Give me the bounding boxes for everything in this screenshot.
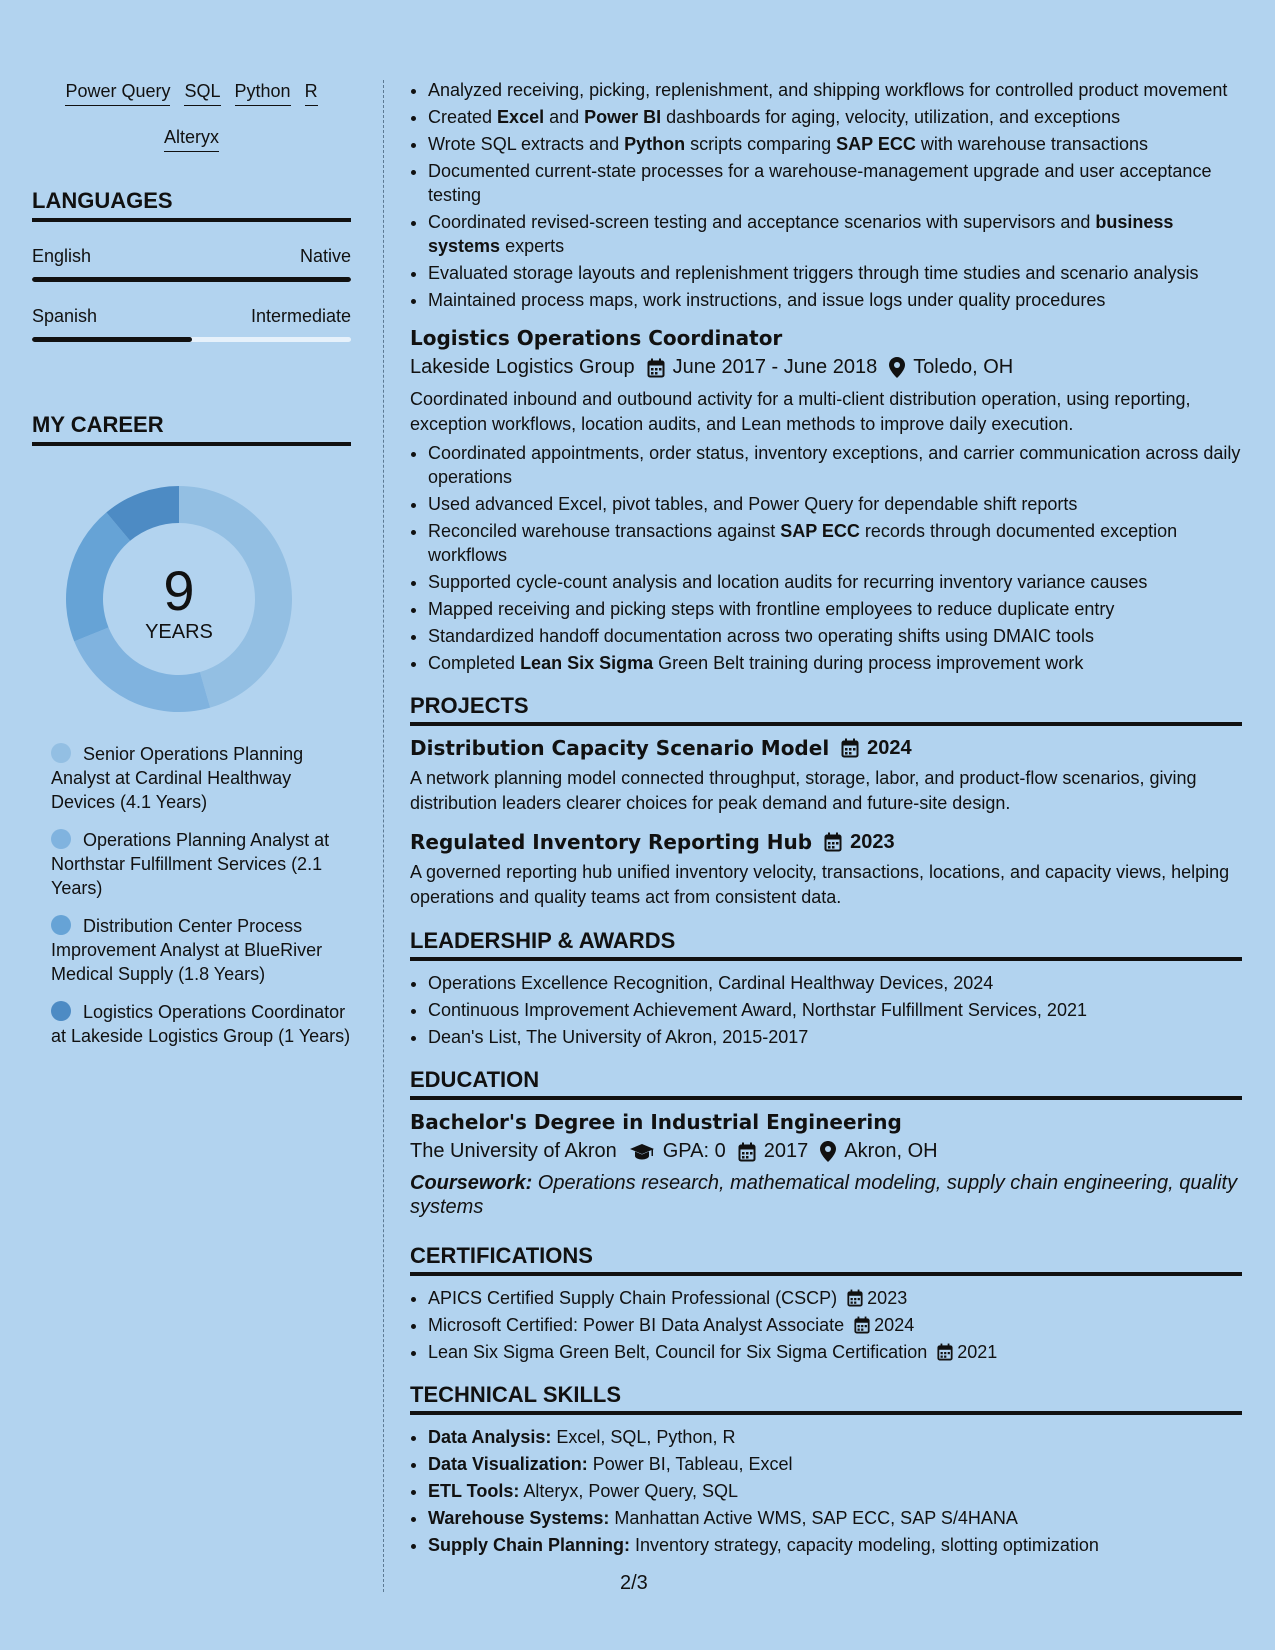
bullet-text: Coordinated appointments, order status, inventory exceptions, and carrier communication across daily operations xyxy=(428,443,1241,487)
language-bar xyxy=(32,337,351,342)
coursework xyxy=(410,1171,1242,1219)
calendar-icon xyxy=(854,1316,870,1334)
career-legend-item xyxy=(51,914,351,986)
skill-tag: SQL xyxy=(184,78,220,106)
bullet-text: dashboards for aging, velocity, utilization, and exceptions xyxy=(661,107,1121,127)
technical-skill-value: Excel, SQL, Python, R xyxy=(551,1427,736,1447)
education-meta xyxy=(410,1140,1242,1163)
career-legend-label: Logistics Operations Coordinator at Lakeside Logistics Group (1 Years) xyxy=(51,1002,351,1046)
page-number: 2/3 xyxy=(620,1572,648,1594)
award-item: • Continuous Improvement Achievement Award, Northstar Fulfillment Services, 2021 xyxy=(428,998,1242,1022)
technical-skill-item xyxy=(428,1479,1242,1503)
technical-skill-value: Power BI, Tableau, Excel xyxy=(587,1454,793,1474)
education-heading: EDUCATION xyxy=(410,1067,1242,1100)
project-name: Regulated Inventory Reporting Hub xyxy=(410,830,813,854)
bullet-item xyxy=(428,159,1242,207)
bullet-item xyxy=(428,624,1242,648)
skill-tags xyxy=(32,78,351,170)
legend-dot xyxy=(51,1001,71,1021)
skill-tag: Power Query xyxy=(65,78,170,106)
main-content xyxy=(410,78,1242,1560)
project-title xyxy=(410,736,1242,760)
job-location: Toledo, OH xyxy=(913,356,1014,378)
bullet-item xyxy=(428,105,1242,129)
project-year: 2024 xyxy=(867,736,912,759)
bullet-text: Coordinated revised-screen testing and acceptance scenarios with supervisors and xyxy=(428,212,1096,232)
career-legend-item xyxy=(51,1000,351,1048)
technical-skill-label: Data Analysis: xyxy=(428,1427,552,1447)
technical-skill-label: Warehouse Systems: xyxy=(428,1508,610,1528)
technical-skill-label: Supply Chain Planning: xyxy=(428,1535,630,1555)
bullet-text: Evaluated storage layouts and replenishment triggers through time studies and scenario analysis xyxy=(428,263,1199,283)
career-legend xyxy=(32,742,351,1048)
bullet-text: and xyxy=(544,107,585,127)
certification-name: Lean Six Sigma Green Belt, Council for Six Sigma Certification xyxy=(428,1342,928,1362)
technical-skill-value: Alteryx, Power Query, SQL xyxy=(519,1481,739,1501)
gpa: GPA: 0 xyxy=(662,1140,726,1162)
projects-heading: PROJECTS xyxy=(410,693,1242,726)
bullet-bold: Lean Six Sigma xyxy=(520,653,654,673)
technical-skill-label: ETL Tools: xyxy=(428,1481,520,1501)
bullet-bold: Excel xyxy=(497,107,545,127)
bullet-item xyxy=(428,441,1242,489)
language-level: Native xyxy=(299,246,351,266)
language-name: English xyxy=(32,246,92,266)
calendar-icon xyxy=(847,1289,863,1307)
certification-year-wrap xyxy=(844,1315,914,1335)
bullet-item xyxy=(428,288,1242,312)
job-dates: June 2017 - June 2018 xyxy=(672,356,878,378)
bullet-text: Green Belt training during process improvement work xyxy=(653,653,1084,673)
calendar-icon xyxy=(647,358,665,378)
previous-job-bullets xyxy=(410,78,1242,312)
languages-heading: LANGUAGES xyxy=(32,188,351,222)
project-description: A network planning model connected throughput, storage, labor, and product-flow scenarios, giving distribution leaders clearer choices for peak demand and future-site design. xyxy=(410,768,1197,813)
awards-heading: LEADERSHIP & AWARDS xyxy=(410,928,1242,961)
certification-item xyxy=(428,1313,1242,1337)
bullet-text: records through documented exception workflows xyxy=(428,521,1178,565)
certification-year: 2023 xyxy=(867,1288,908,1308)
bullet-text: Used advanced Excel, pivot tables, and Power Query for dependable shift reports xyxy=(428,494,1078,514)
school-location: Akron, OH xyxy=(844,1140,938,1162)
bullet-bold: Python xyxy=(624,134,686,154)
career-legend-label: Operations Planning Analyst at Northstar Fulfillment Services (2.1 Years) xyxy=(51,830,330,898)
legend-dot xyxy=(51,743,71,763)
certification-name: Microsoft Certified: Power BI Data Analyst Associate xyxy=(428,1315,845,1335)
bullet-item xyxy=(428,651,1242,675)
bullet-text: Reconciled warehouse transactions against xyxy=(428,521,781,541)
bullet-text: Standardized handoff documentation across two operating shifts using DMAIC tools xyxy=(428,626,1095,646)
technical-skill-item xyxy=(428,1533,1242,1557)
bullet-item xyxy=(428,261,1242,285)
coursework-text: Operations research, mathematical modeling, supply chain engineering, quality systems xyxy=(410,1172,1238,1218)
calendar-icon xyxy=(841,738,859,758)
bullet-text: Maintained process maps, work instructions, and issue logs under quality procedures xyxy=(428,290,1106,310)
project-description: A governed reporting hub unified inventory velocity, transactions, locations, and capacity views, helping operations and quality teams act from consistent data. xyxy=(410,862,1230,907)
technical-skill-value: Inventory strategy, capacity modeling, slotting optimization xyxy=(630,1535,1099,1555)
bullet-text: Supported cycle-count analysis and location audits for recurring inventory variance causes xyxy=(428,572,1148,592)
job-meta xyxy=(410,356,1242,379)
certification-year: 2021 xyxy=(957,1342,998,1362)
job-title: Logistics Operations Coordinator xyxy=(410,326,783,350)
languages-list xyxy=(32,246,351,342)
sidebar xyxy=(32,78,351,1062)
certification-year-wrap xyxy=(927,1342,997,1362)
project-name: Distribution Capacity Scenario Model xyxy=(410,736,830,760)
language-row xyxy=(32,306,351,327)
technical-skill-value: Manhattan Active WMS, SAP ECC, SAP S/4HANA xyxy=(609,1508,1018,1528)
language-item xyxy=(32,246,351,282)
coursework-label: Coursework: xyxy=(410,1172,533,1194)
bullet-item xyxy=(428,78,1242,102)
bullet-item xyxy=(428,570,1242,594)
language-item xyxy=(32,306,351,342)
bullet-bold: Power BI xyxy=(584,107,662,127)
technical-skill-item xyxy=(428,1452,1242,1476)
calendar-icon xyxy=(738,1142,756,1162)
calendar-icon xyxy=(937,1343,953,1361)
certification-year: 2024 xyxy=(874,1315,915,1335)
award-item: • Dean's List, The University of Akron, 2015-2017 xyxy=(428,1025,1242,1049)
bullet-item xyxy=(428,597,1242,621)
skill-tag: R xyxy=(305,78,318,106)
certifications-list xyxy=(410,1286,1242,1364)
technical-skills-heading: TECHNICAL SKILLS xyxy=(410,1382,1242,1415)
award-item: • Operations Excellence Recognition, Cardinal Healthway Devices, 2024 xyxy=(428,971,1242,995)
bullet-text: Analyzed receiving, picking, replenishment, and shipping workflows for controlled product movement xyxy=(428,80,1228,100)
skill-tag: Python xyxy=(235,78,291,106)
certification-item xyxy=(428,1340,1242,1364)
technical-skill-item xyxy=(428,1425,1242,1449)
certification-item xyxy=(428,1286,1242,1310)
bullet-item xyxy=(428,519,1242,567)
bullet-text: Created xyxy=(428,107,498,127)
technical-skill-item xyxy=(428,1506,1242,1530)
certification-name: APICS Certified Supply Chain Professional (CSCP) xyxy=(428,1288,838,1308)
bullet-item xyxy=(428,492,1242,516)
bullet-text: with warehouse transactions xyxy=(915,134,1148,154)
job-company: Lakeside Logistics Group xyxy=(410,356,635,378)
bullet-text: Wrote SQL extracts and xyxy=(428,134,625,154)
bullet-text: experts xyxy=(500,236,565,256)
legend-dot xyxy=(51,829,71,849)
bullet-bold: business systems xyxy=(428,212,1174,256)
job-bullets xyxy=(410,441,1242,675)
graduation-year: 2017 xyxy=(763,1140,809,1162)
bullet-bold: SAP ECC xyxy=(836,134,916,154)
career-total-number: 9 xyxy=(163,559,195,622)
project-title xyxy=(410,830,1242,854)
school-name: The University of Akron xyxy=(410,1140,617,1162)
language-bar-fill xyxy=(32,277,351,282)
career-total-unit: YEARS xyxy=(145,621,213,643)
career-donut-chart xyxy=(66,486,292,712)
legend-dot xyxy=(51,915,71,935)
graduation-cap-icon xyxy=(629,1143,655,1161)
technical-skills-list xyxy=(410,1425,1242,1557)
language-row xyxy=(32,246,351,267)
career-legend-item xyxy=(51,742,351,814)
column-divider xyxy=(383,80,384,1592)
language-level: Intermediate xyxy=(250,306,351,326)
career-heading: MY CAREER xyxy=(32,412,351,446)
career-legend-label: Senior Operations Planning Analyst at Cardinal Healthway Devices (4.1 Years) xyxy=(51,744,304,812)
certifications-heading: CERTIFICATIONS xyxy=(410,1243,1242,1276)
bullet-text: Documented current-state processes for a warehouse-management upgrade and user acceptance testing xyxy=(428,161,1212,205)
language-bar-fill xyxy=(32,337,192,342)
projects-list xyxy=(410,736,1242,910)
bullet-item xyxy=(428,210,1242,258)
job-description: Coordinated inbound and outbound activity for a multi-client distribution operation, using reporting, exception workflows, location audits, and Lean methods to improve daily execution. xyxy=(410,389,1191,434)
skill-tag: Alteryx xyxy=(164,124,219,152)
career-legend-item xyxy=(51,828,351,900)
degree-title: Bachelor's Degree in Industrial Engineering xyxy=(410,1110,902,1134)
awards-list xyxy=(410,971,1242,1049)
calendar-icon xyxy=(824,832,842,852)
location-pin-icon xyxy=(820,1141,836,1162)
bullet-bold: SAP ECC xyxy=(780,521,860,541)
certification-year-wrap xyxy=(837,1288,907,1308)
bullet-text: scripts comparing xyxy=(685,134,837,154)
project-year: 2023 xyxy=(850,830,895,853)
bullet-item xyxy=(428,132,1242,156)
career-legend-label: Distribution Center Process Improvement Analyst at BlueRiver Medical Supply (1.8 Years) xyxy=(51,916,323,984)
technical-skill-label: Data Visualization: xyxy=(428,1454,588,1474)
language-bar xyxy=(32,277,351,282)
bullet-text: Completed xyxy=(428,653,521,673)
donut-segment xyxy=(66,512,130,641)
bullet-text: Mapped receiving and picking steps with frontline employees to reduce duplicate entry xyxy=(428,599,1115,619)
location-pin-icon xyxy=(889,357,905,378)
language-name: Spanish xyxy=(32,306,98,326)
